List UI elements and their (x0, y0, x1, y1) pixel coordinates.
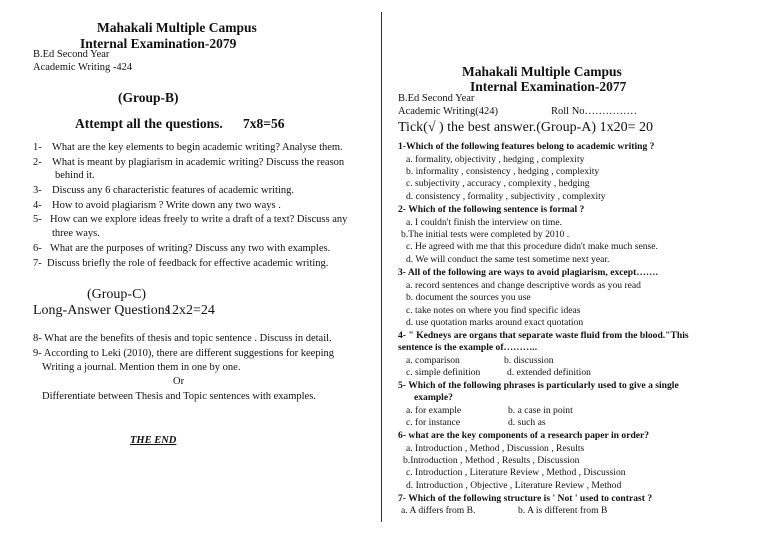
left-campus-title: Mahakali Multiple Campus (97, 20, 257, 35)
column-divider (381, 12, 382, 522)
mcq-option: d. extended definition (507, 367, 591, 378)
group-c-title: (Group-C) (87, 287, 147, 302)
mcq-question-2: 2- Which of the following sentence is formal ? (398, 204, 585, 215)
mcq-question-5-cont: example? (414, 392, 453, 403)
group-c-question-9: 9- According to Leki (2010), there are different suggestions for keeping (33, 348, 335, 359)
roll-number-field: Roll No…………… (551, 106, 638, 117)
mcq-option: a. I couldn't finish the interview on time. (406, 217, 562, 228)
mcq-option: b. discussion (504, 355, 554, 366)
mcq-option: d. Introduction , Objective , Literature Review , Method (406, 480, 622, 491)
mcq-question-5: 5- Which of the following phrases is particularly used to give a single (398, 380, 679, 391)
question-text: How to avoid plagiarism ? Write down any two ways . (52, 200, 281, 211)
group-c-question-8: 8- What are the benefits of thesis and topic sentence . Discuss in detail. (33, 333, 332, 344)
mcq-option: d. consistency , formality , subjectivity , complexity (406, 191, 606, 202)
group-c-or: Or (173, 376, 185, 387)
mcq-option: c. He agreed with me that this procedure didn't make much sense. (406, 241, 658, 252)
question-number: 7- (33, 258, 42, 269)
group-b-marks: 7x8=56 (243, 116, 285, 131)
question-number: 2- (33, 157, 42, 168)
mcq-option: b. informality , consistency , hedging , complexity (406, 166, 600, 177)
group-b-title: (Group-B) (118, 90, 179, 105)
mcq-option: b. document the sources you use (406, 292, 531, 303)
question-text: Discuss any 6 characteristic features of academic writing. (52, 185, 294, 196)
mcq-option: c. subjectivity , accuracy , complexity , hedging (406, 178, 590, 189)
group-c-marks: 12x2=24 (165, 303, 215, 318)
right-year: B.Ed Second Year (398, 93, 475, 104)
right-campus-title: Mahakali Multiple Campus (462, 64, 622, 79)
mcq-option: a. for example (406, 405, 462, 416)
left-year: B.Ed Second Year (33, 49, 110, 60)
question-text: What are the key elements to begin academic writing? Analyse them. (52, 142, 343, 153)
mcq-option: a. comparison (406, 355, 460, 366)
mcq-option: b. a case in point (508, 405, 573, 416)
group-a-instruction: Tick(√ ) the best answer.(Group-A) 1x20= 20 (398, 120, 653, 135)
mcq-option: c. take notes on where you find specific ideas (406, 305, 581, 316)
question-text: Discuss briefly the role of feedback for effective academic writing. (47, 258, 329, 269)
mcq-option: b. A is different from B (518, 505, 608, 516)
question-number: 3- (33, 185, 42, 196)
question-text: What is meant by plagiarism in academic writing? Discuss the reason (52, 157, 345, 168)
mcq-option: a. A differs from B. (401, 505, 476, 516)
question-number: 4- (33, 200, 42, 211)
mcq-question-3: 3- All of the following are ways to avoid plagiarism, except……. (398, 267, 658, 278)
mcq-option: d. such as (508, 417, 546, 428)
mcq-option: c. Introduction , Literature Review , Method , Discussion (406, 467, 626, 478)
question-text-cont: behind it. (55, 170, 95, 181)
right-exam-title: Internal Examination-2077 (470, 79, 627, 94)
mcq-option: c. for instance (406, 417, 461, 428)
mcq-question-6: 6- what are the key components of a research paper in order? (398, 430, 650, 441)
mcq-option: a. Introduction , Method , Discussion , Results (406, 443, 585, 454)
question-number: 5- (33, 214, 42, 225)
mcq-option: a. record sentences and change descriptive words as you read (406, 280, 641, 291)
group-c-instruction: Long-Answer Questions (33, 303, 171, 318)
question-text-cont: three ways. (52, 228, 100, 239)
left-exam-title: Internal Examination-2079 (80, 36, 237, 51)
question-number: 6- (33, 243, 42, 254)
question-number: 1- (33, 142, 42, 153)
left-course: Academic Writing -424 (33, 62, 133, 73)
question-text: How can we explore ideas freely to write a draft of a text? Discuss any (50, 214, 348, 225)
group-c-alternative: Differentiate between Thesis and Topic sentences with examples. (42, 391, 316, 402)
the-end: THE END (130, 435, 177, 446)
mcq-option: b.Introduction , Method , Results , Discussion (403, 455, 580, 466)
mcq-option: a. formality, objectivity , hedging , complexity (406, 154, 585, 165)
mcq-option: d. We will conduct the same test sometime next year. (406, 254, 610, 265)
mcq-option: b.The initial tests were completed by 2010 . (401, 229, 570, 240)
group-c-question-9-cont: Writing a journal. Mention them in one by one. (42, 362, 241, 373)
right-course: Academic Writing(424) (398, 106, 498, 117)
group-b-instruction: Attempt all the questions. (75, 116, 223, 131)
mcq-question-4-cont: sentence is the example of……….. (398, 342, 538, 353)
mcq-question-1: 1-Which of the following features belong to academic writing ? (398, 141, 655, 152)
mcq-option: d. use quotation marks around exact quotation (406, 317, 584, 328)
mcq-option: c. simple definition (406, 367, 481, 378)
mcq-question-4: 4- " Kedneys are organs that separate waste fluid from the blood."This (398, 330, 689, 341)
mcq-question-7: 7- Which of the following structure is ' Not ' used to contrast ? (398, 493, 653, 504)
question-text: What are the purposes of writing? Discuss any two with examples. (50, 243, 331, 254)
